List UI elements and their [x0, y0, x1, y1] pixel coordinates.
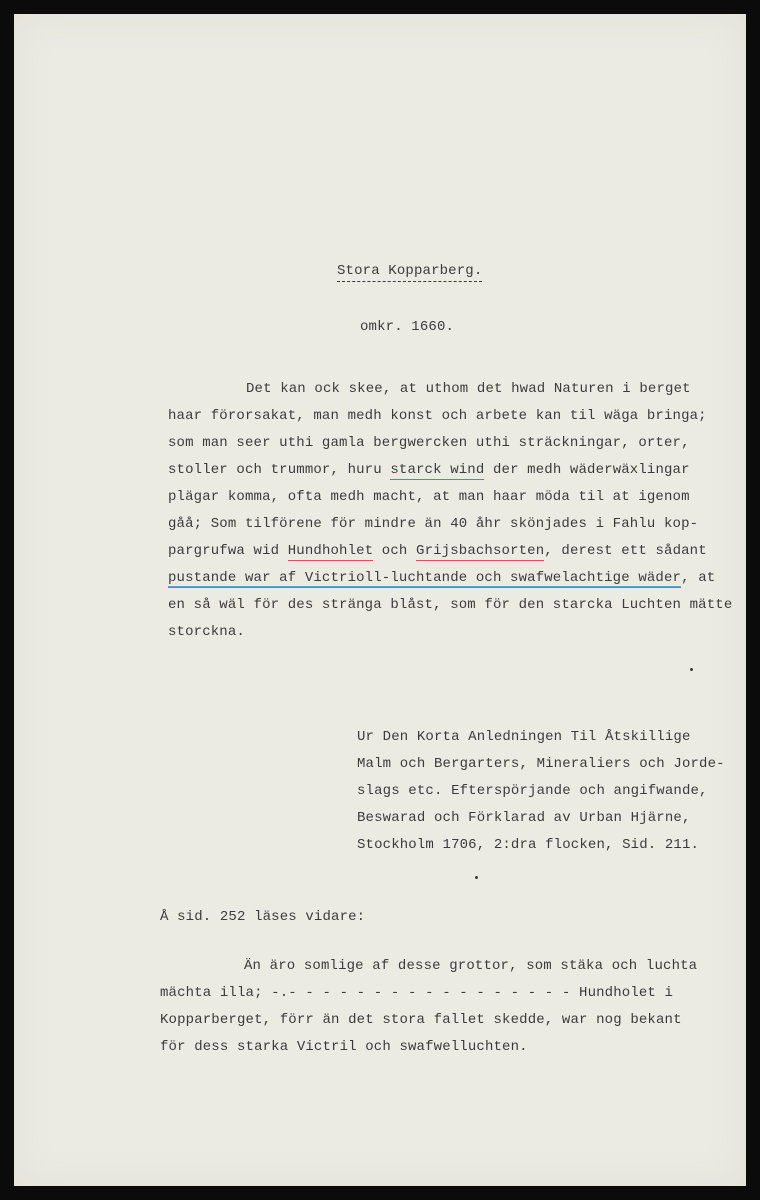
continuation-line-1: Än äro somlige af desse grottor, som stäka och luchta: [244, 958, 698, 974]
source-line-5: Stockholm 1706, 2:dra flocken, Sid. 211.: [357, 837, 700, 853]
source-line-1: Ur Den Korta Anledningen Til Åtskillige: [357, 729, 691, 745]
underlined-pustande-phrase: [168, 570, 681, 588]
quote-text: der medh wäderwäxlingar: [484, 462, 690, 478]
source-line-3: slags etc. Efterspörjande och angifwande,: [357, 783, 708, 799]
quote-line-8: [168, 571, 715, 587]
date-line: omkr. 1660.: [360, 319, 455, 335]
source-line-2: Malm och Bergarters, Mineraliers och Jorde-: [357, 756, 725, 772]
page-title: Stora Kopparberg.: [337, 264, 482, 282]
ink-speck: [475, 876, 478, 879]
continuation-line-4: för dess starka Victril och swafwelluchten.: [160, 1039, 528, 1055]
quote-line-5: plägar komma, ofta medh macht, at man haar möda til at igenom: [168, 489, 690, 505]
continuation-line-3: Kopparberget, förr än det stora fallet skedde, war nog bekant: [160, 1012, 682, 1028]
quote-line-7: [168, 544, 707, 558]
quote-line-4: [168, 463, 690, 477]
quote-text: pargrufwa wid: [168, 543, 288, 559]
quote-text: och: [373, 543, 417, 559]
quote-line-6: gåå; Som tilförene för mindre än 40 åhr skönjades i Fahlu kop-: [168, 516, 699, 532]
continuation-intro: Å sid. 252 läses vidare:: [160, 909, 366, 925]
ink-speck: [690, 668, 693, 671]
underlined-hundhohlet: Hundhohlet: [287, 543, 374, 559]
quote-text: , derest ett sådant: [544, 543, 707, 559]
quote-line-1: Det kan ock skee, at uthom det hwad Naturen i berget: [246, 381, 691, 397]
quote-text: stoller och trummor, huru: [168, 462, 391, 478]
quote-line-2: haar förorsakat, man medh konst och arbete kan til wäga bringa;: [168, 408, 707, 424]
underlined-grijsbachsorten: Grijsbachsorten: [416, 543, 545, 559]
blue-underline-phrase: pustande war af Victrioll-luchtande och swafwelachtige wäder: [168, 570, 682, 586]
quote-text: , at: [681, 570, 716, 586]
quote-line-10: storckna.: [168, 624, 245, 640]
document-page: [14, 14, 746, 1186]
continuation-line-2: mächta illa; -.- - - - - - - - - - - - - - - - - Hundholet i: [160, 985, 674, 1001]
source-line-4: Beswarad och Förklarad av Urban Hjärne,: [357, 810, 691, 826]
quote-line-3: som man seer uthi gamla bergwercken uthi sträckningar, orter,: [168, 435, 690, 451]
underlined-starck-wind: starck wind: [390, 462, 485, 478]
quote-line-9: en så wäl för des stränga blåst, som för den starcka Luchten mätte: [168, 597, 733, 613]
